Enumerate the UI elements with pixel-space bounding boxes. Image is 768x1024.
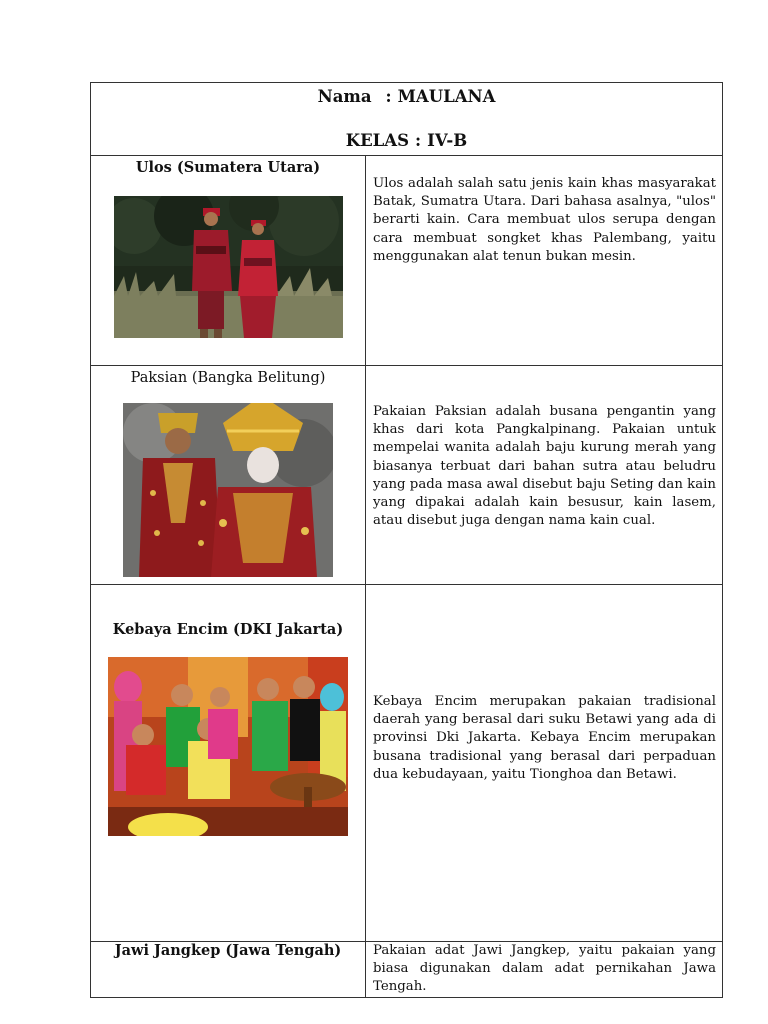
table-row bbox=[91, 585, 723, 942]
description-cell bbox=[366, 156, 723, 366]
kebaya-encim-photo bbox=[108, 657, 348, 836]
ulos-photo bbox=[114, 196, 343, 338]
costume-table bbox=[90, 82, 723, 998]
costume-title: Kebaya Encim (DKI Jakarta) bbox=[112, 621, 344, 638]
name-label: Nama bbox=[317, 87, 372, 106]
class-separator: : bbox=[415, 131, 422, 150]
header-row bbox=[91, 83, 723, 156]
name-value: MAULANA bbox=[397, 87, 496, 106]
costume-description: Kebaya Encim merupakan pakaian tradisional daerah yang berasal dari suku Betawi yang ada di provinsi Dki Jakarta. Kebaya Encim merupakan busana tradisional yang berasal dari perpaduan dua kebudayaan, yaitu Tionghoa dan Betawi. bbox=[373, 694, 716, 782]
costume-title: Jawi Jangkep (Jawa Tengah) bbox=[114, 942, 342, 959]
costume-cell bbox=[91, 585, 366, 942]
table-row bbox=[91, 942, 723, 998]
description-cell bbox=[366, 585, 723, 942]
costume-cell bbox=[91, 366, 366, 585]
class-label: KELAS bbox=[345, 131, 410, 150]
costume-description: Pakaian adat Jawi Jangkep, yaitu pakaian yang biasa digunakan dalam adat pernikahan Jawa Tengah. bbox=[373, 943, 716, 995]
student-name-line bbox=[91, 87, 722, 109]
description-cell bbox=[366, 942, 723, 998]
costume-cell bbox=[91, 942, 366, 998]
class-value: IV-B bbox=[427, 131, 468, 150]
table-row bbox=[91, 366, 723, 585]
description-cell bbox=[366, 366, 723, 585]
costume-cell bbox=[91, 156, 366, 366]
costume-description: Ulos adalah salah satu jenis kain khas masyarakat Batak, Sumatra Utara. Dari bahasa asalnya, "ulos" berarti kain. Cara membuat ulos serupa dengan cara membuat songket khas Palembang, yaitu menggunakan alat tenun bukan mesin. bbox=[373, 176, 716, 264]
paksian-photo bbox=[123, 403, 333, 577]
name-separator: : bbox=[385, 87, 392, 106]
header-cell bbox=[91, 83, 723, 156]
costume-title: Ulos (Sumatera Utara) bbox=[135, 159, 321, 176]
costume-description: Pakaian Paksian adalah busana pengantin yang khas dari kota Pangkalpinang. Pakaian untuk mempelai wanita adalah baju kurung merah yang biasanya terbuat dari bahan sutra atau beludru yang pada masa awal disebut baju Seting dan kain yang dipakai adalah kain besusur, kain lasem, atau disebut juga dengan nama kain cual. bbox=[373, 404, 716, 529]
costume-title: Paksian (Bangka Belitung) bbox=[130, 370, 326, 386]
table-row bbox=[91, 156, 723, 366]
student-class-line bbox=[91, 131, 722, 150]
